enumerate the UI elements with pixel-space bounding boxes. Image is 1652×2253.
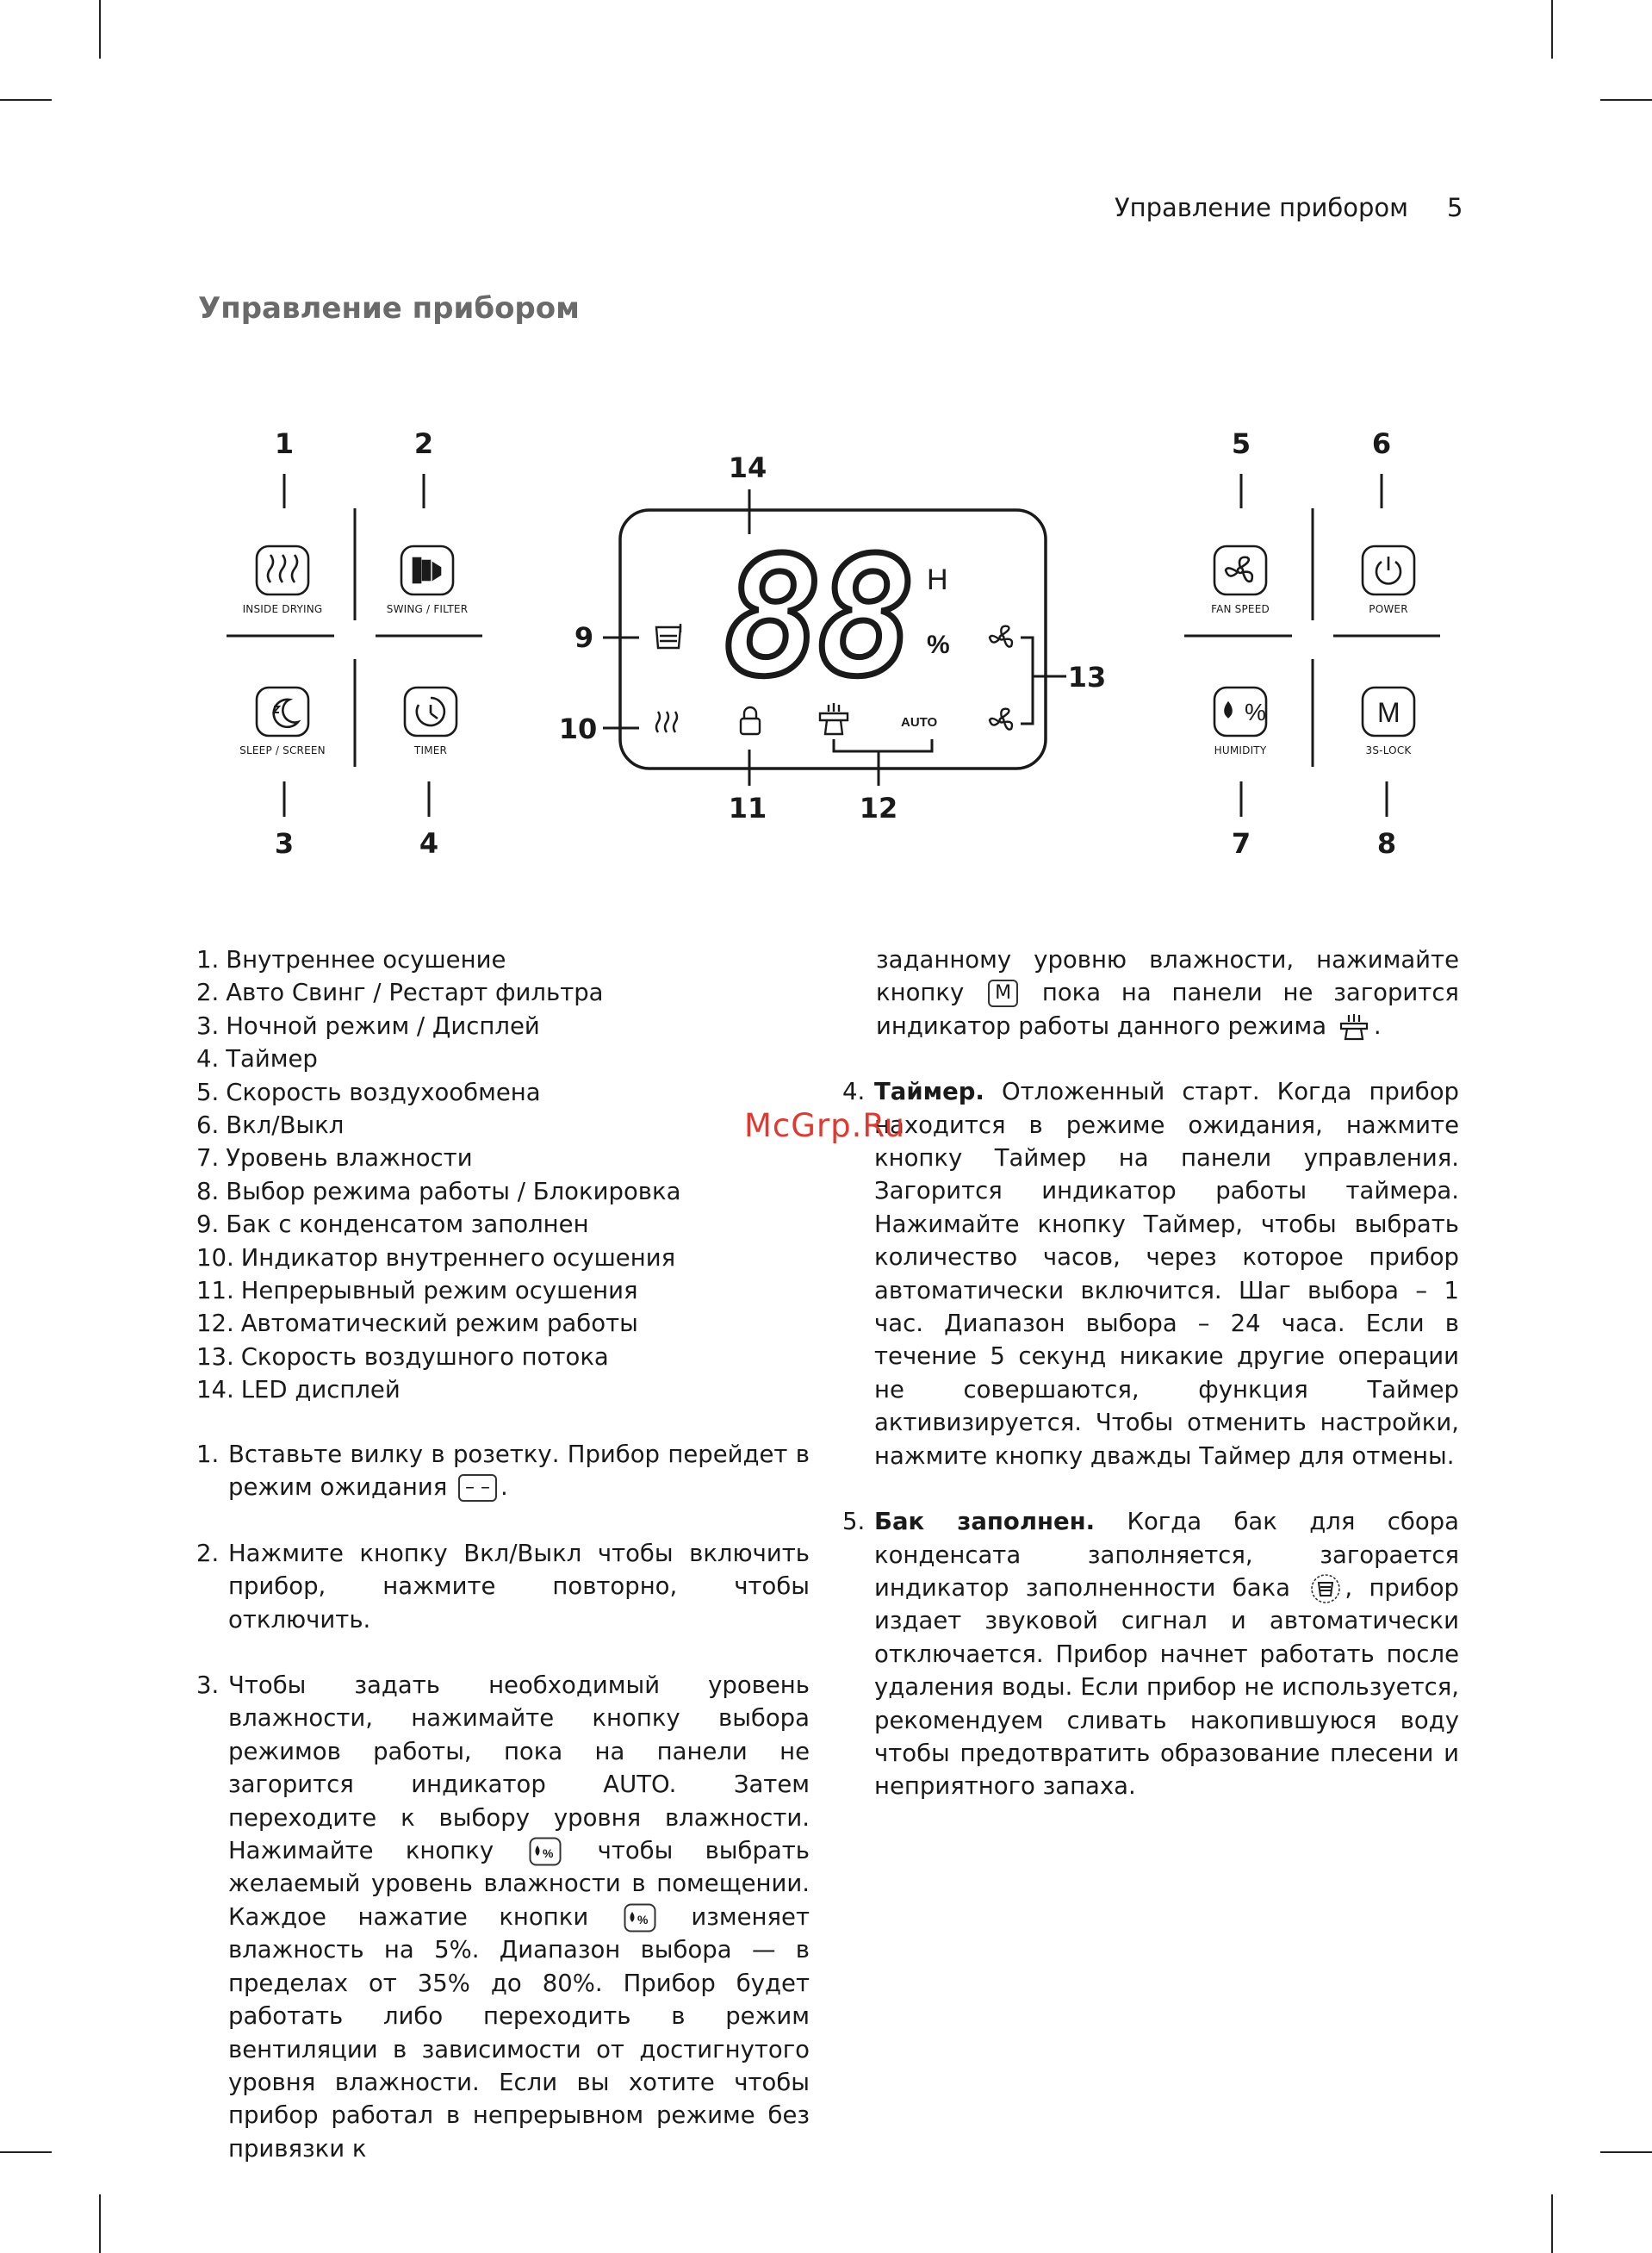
callout-9: 9 <box>574 621 594 654</box>
item-text: Автоматический режим работы <box>240 1310 638 1338</box>
fan-speed-low-icon <box>990 709 1012 730</box>
step-text: Нажмите кнопку Вкл/Выкл чтобы включить прибор, нажмите повторно, чтобы отключить. <box>228 1539 810 1634</box>
callout-14: 14 <box>728 451 767 484</box>
callout-7: 7 <box>1231 827 1251 860</box>
tank-full-icon <box>1310 1573 1341 1604</box>
crop-mark <box>1600 2151 1652 2153</box>
label-inside-drying: INSIDE DRYING <box>242 603 323 615</box>
list-item <box>196 976 817 1009</box>
section-title: Управление прибором <box>198 291 580 326</box>
step-number: 3. <box>196 1671 220 1700</box>
step-text: Отложенный старт. Когда прибор находится в режиме ожидания, нажмите кнопку Таймер на панели управления. Загорится индикатор работы таймера. Нажимайте кнопку Таймер, чтобы выбрать количество часов, через которое прибор автоматически включится. Шаг выбора – 1 час. Диапазон выбора – 24 часа. Если в течение 5 секунд никакие другие операции не совершаются, функция Таймер активизируется. Чтобы отменить настройки, нажмите кнопку дважды Таймер для отмены. <box>874 1078 1459 1470</box>
steam-icon <box>268 555 297 582</box>
callout-5: 5 <box>1231 427 1251 460</box>
leader-bracket <box>834 739 932 751</box>
tank-full-icon <box>656 624 680 648</box>
display-unit-hours: H <box>927 563 948 596</box>
sleep-icon <box>274 700 298 727</box>
item-text: Авто Свинг / Рестарт фильтра <box>226 979 604 1007</box>
display-auto-label: AUTO <box>901 715 938 730</box>
label-fan-speed: FAN SPEED <box>1211 603 1270 615</box>
callout-4: 4 <box>419 827 439 860</box>
running-header: Управление прибором <box>1114 193 1408 222</box>
callout-12: 12 <box>859 792 898 825</box>
page-number: 5 <box>1447 193 1463 222</box>
list-item <box>196 1373 817 1406</box>
list-item <box>196 1341 817 1373</box>
list-item <box>196 1076 817 1109</box>
list-item <box>196 1042 817 1075</box>
step-text: заданному уровню влажности, нажимайте кнопку <box>876 946 1459 1007</box>
list-item <box>196 1242 817 1274</box>
step-number: 5. <box>842 1508 866 1536</box>
step-number: 2. <box>196 1539 220 1567</box>
item-number: 5. <box>196 1078 220 1106</box>
instructions-right-column <box>842 943 1459 1836</box>
item-number: 14. <box>196 1376 234 1404</box>
display-unit-percent: % <box>927 631 950 659</box>
list-item <box>196 1274 817 1307</box>
step-text: изменяет влажность на 5%. Диапазон выбора — в пределах от 35% до 80%. Прибор будет работать либо переходить в режим вентиляции в зависимости от достигнутого уровня влажности. Если вы хотите чтобы прибор работал в непрерывном режиме без привязки к <box>228 1902 810 2163</box>
step-3 <box>196 1669 810 2165</box>
legend-list <box>196 943 817 1407</box>
item-text: Бак с конденсатом заполнен <box>226 1211 589 1239</box>
callout-13: 13 <box>1067 661 1107 694</box>
crop-mark <box>99 2194 101 2253</box>
callout-1: 1 <box>274 427 295 460</box>
item-number: 1. <box>196 946 220 974</box>
step-text: Когда бак для сбора конденсата заполняется, загорается индикатор заполненности бака <box>874 1508 1459 1602</box>
icon-glyph: % <box>543 1846 554 1861</box>
label-swing-filter: SWING / FILTER <box>386 603 469 615</box>
icon-glyph: % <box>637 1912 649 1926</box>
item-number: 8. <box>196 1177 220 1205</box>
step-3-continued <box>842 943 1459 1042</box>
humidity-button-icon <box>624 1903 656 1932</box>
control-panel-diagram <box>0 0 1652 896</box>
item-text: Непрерывный режим осушения <box>240 1277 638 1305</box>
step-number: 1. <box>196 1441 220 1468</box>
callout-8: 8 <box>1376 827 1397 860</box>
step-text: , прибор издает звуковой сигнал и автоматически отключается. Прибор начнет работать после удаления воды. Если прибор не используется, рекомендуем сливать накопившуюся воду чтобы предотвратить образование плесени и неприятного запаха. <box>874 1573 1459 1801</box>
humidity-button-glyph: % <box>1245 699 1266 725</box>
continuous-drying-icon <box>1338 1013 1370 1041</box>
fan-speed-button <box>1214 546 1266 594</box>
item-text: Уровень влажности <box>226 1144 473 1173</box>
list-item <box>196 943 817 976</box>
humidity-button-icon <box>529 1837 562 1866</box>
list-item <box>196 1307 817 1340</box>
step-text: Вставьте вилку в розетку. Прибор перейдет в режим ожидания <box>228 1441 810 1502</box>
mode-button-icon: M <box>988 980 1018 1007</box>
item-number: 9. <box>196 1211 220 1239</box>
watermark: McGrp.Ru <box>744 1107 905 1144</box>
list-item <box>196 1208 817 1241</box>
label-sleep-screen: SLEEP / SCREEN <box>239 744 326 756</box>
callout-3: 3 <box>274 827 295 860</box>
item-number: 6. <box>196 1111 220 1140</box>
item-number: 10. <box>196 1243 234 1272</box>
label-3s-lock: 3S-LOCK <box>1365 744 1412 756</box>
callout-2: 2 <box>413 427 434 460</box>
item-text: LED дисплей <box>240 1376 401 1404</box>
instructions-left-column <box>196 1438 810 2198</box>
list-item <box>196 1175 817 1208</box>
item-number: 4. <box>196 1045 220 1074</box>
list-item <box>196 1142 817 1174</box>
callout-10: 10 <box>558 713 598 745</box>
list-item <box>196 1010 817 1042</box>
display-digits: 88 <box>724 522 910 713</box>
step-text: чтобы выбрать желаемый уровень влажности в помещении. Каждое нажатие кнопки <box>228 1837 810 1931</box>
item-number: 12. <box>196 1310 234 1338</box>
item-text: Ночной режим / Дисплей <box>226 1011 540 1040</box>
step-text: . <box>500 1473 508 1502</box>
step-number: 4. <box>842 1078 866 1106</box>
drop-icon <box>1226 703 1232 717</box>
item-number: 3. <box>196 1011 220 1040</box>
callout-11: 11 <box>728 792 767 825</box>
step-5 <box>842 1505 1459 1803</box>
swing-icon <box>413 558 440 582</box>
fan-speed-high-icon <box>990 626 1012 647</box>
step-1 <box>196 1438 810 1504</box>
step-title: Таймер. <box>874 1078 984 1106</box>
inside-drying-indicator-icon <box>656 712 677 732</box>
item-number: 13. <box>196 1342 234 1371</box>
timer-icon <box>417 698 444 725</box>
step-2 <box>196 1537 810 1636</box>
step-text: Чтобы задать необходимый уровень влажности, нажимайте кнопку выбора режимов работы, пока на панели не загорится индикатор AUTO. Затем переходите к выбору уровня влажности. Нажимайте кнопку <box>228 1671 810 1865</box>
label-timer: TIMER <box>413 744 448 756</box>
leader-bracket <box>1021 638 1033 724</box>
item-text: Скорость воздушного потока <box>240 1342 609 1371</box>
step-title: Бак заполнен. <box>874 1508 1096 1536</box>
callout-6: 6 <box>1371 427 1392 460</box>
standby-display-icon: – – <box>458 1474 497 1502</box>
mode-button-glyph: M <box>1377 697 1400 728</box>
step-text: . <box>1373 1011 1382 1040</box>
fan-icon <box>1226 557 1252 582</box>
item-text: Вкл/Выкл <box>226 1111 345 1140</box>
item-number: 7. <box>196 1144 220 1173</box>
label-power: POWER <box>1369 603 1408 615</box>
item-text: Внутреннее осушение <box>226 946 506 974</box>
item-text: Выбор режима работы / Блокировка <box>226 1177 681 1205</box>
step-text: пока на панели не загорится индикатор работы данного режима <box>876 979 1459 1040</box>
crop-mark <box>1551 2194 1553 2253</box>
item-text: Таймер <box>226 1045 318 1074</box>
item-number: 11. <box>196 1277 234 1305</box>
list-item <box>196 1109 817 1142</box>
item-text: Индикатор внутреннего осушения <box>240 1243 676 1272</box>
power-icon <box>1376 557 1400 583</box>
label-humidity: HUMIDITY <box>1214 744 1267 756</box>
crop-mark <box>0 2151 52 2153</box>
item-text: Скорость воздухообмена <box>226 1078 541 1106</box>
step-4 <box>842 1075 1459 1472</box>
item-number: 2. <box>196 979 220 1007</box>
